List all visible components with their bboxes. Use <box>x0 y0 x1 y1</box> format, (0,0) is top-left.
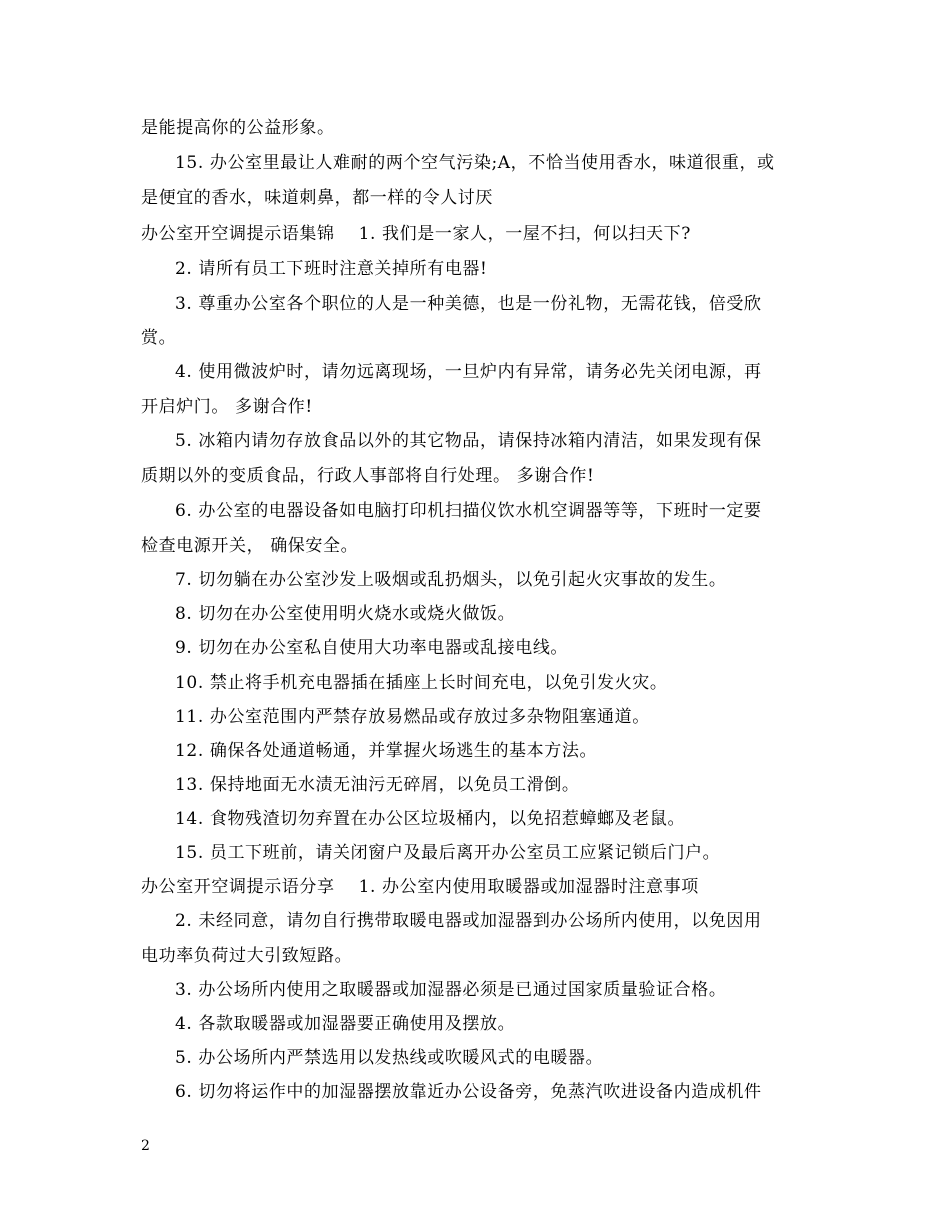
text-line: 9. 切勿在办公室私自使用大功率电器或乱接电线。 <box>175 638 569 658</box>
text-line: 4. 使用微波炉时，请勿远离现场，一旦炉内有异常，请务必先关闭电源，再 <box>175 362 762 382</box>
text-line: 15. 办公室里最让人难耐的两个空气污染;A，不恰当使用香水，味道很重，或 <box>175 153 775 173</box>
text-line: 4. 各款取暖器或加湿器要正确使用及摆放。 <box>175 1014 516 1034</box>
text-line: 7. 切勿躺在办公室沙发上吸烟或乱扔烟头，以免引起火灾事故的发生。 <box>175 570 727 590</box>
text-line: 15. 员工下班前，请关闭窗户及最后离开办公室员工应紧记锁后门户。 <box>175 843 721 863</box>
text-line: 开启炉门。 多谢合作! <box>141 397 313 417</box>
text-line: 赏。 <box>141 328 177 348</box>
text-line: 8. 切勿在办公室使用明火烧水或烧火做饭。 <box>175 604 516 624</box>
text-line: 6. 办公室的电器设备如电脑打印机扫描仪饮水机空调器等等，下班时一定要 <box>175 501 762 521</box>
text-line: 是便宜的香水，味道刺鼻，都一样的令人讨厌 <box>141 188 493 208</box>
text-line: 电功率负荷过大引致短路。 <box>141 946 353 966</box>
page-number: 2 <box>141 1138 150 1154</box>
text-line: 检查电源开关， 确保安全。 <box>141 536 359 556</box>
text-line: 13. 保持地面无水渍无油污无碎屑，以免员工滑倒。 <box>175 775 580 795</box>
text-line: 10. 禁止将手机充电器插在插座上长时间充电，以免引发火灾。 <box>175 673 668 693</box>
text-line: 3. 办公场所内使用之取暖器或加湿器必须是已通过国家质量验证合格。 <box>175 980 727 1000</box>
text-line: 3. 尊重办公室各个职位的人是一种美德，也是一份礼物，无需花钱，倍受欣 <box>175 294 762 314</box>
section-heading-line: 办公室开空调提示语分享 1. 办公室内使用取暖器或加湿器时注意事项 <box>141 877 699 897</box>
section-heading-line: 办公室开空调提示语集锦 1. 我们是一家人，一屋不扫，何以扫天下? <box>141 224 691 244</box>
text-line: 2. 请所有员工下班时注意关掉所有电器! <box>175 259 488 279</box>
text-line: 14. 食物残渣切勿弃置在办公区垃圾桶内，以免招惹蟑螂及老鼠。 <box>175 809 686 829</box>
text-line: 2. 未经同意，请勿自行携带取暖电器或加湿器到办公场所内使用，以免因用 <box>175 911 762 931</box>
text-line: 是能提高你的公益形象。 <box>141 118 335 138</box>
text-line: 5. 冰箱内请勿存放食品以外的其它物品，请保持冰箱内清洁，如果发现有保 <box>175 431 762 451</box>
text-line: 5. 办公场所内严禁选用以发热线或吹暖风式的电暖器。 <box>175 1048 604 1068</box>
text-line: 质期以外的变质食品，行政人事部将自行处理。 多谢合作! <box>141 466 595 486</box>
text-line: 11. 办公室范围内严禁存放易燃品或存放过多杂物阻塞通道。 <box>175 707 650 727</box>
text-line: 12. 确保各处通道畅通，并掌握火场逃生的基本方法。 <box>175 741 598 761</box>
text-line: 6. 切勿将运作中的加湿器摆放靠近办公设备旁，免蒸汽吹进设备内造成机件 <box>175 1082 762 1102</box>
